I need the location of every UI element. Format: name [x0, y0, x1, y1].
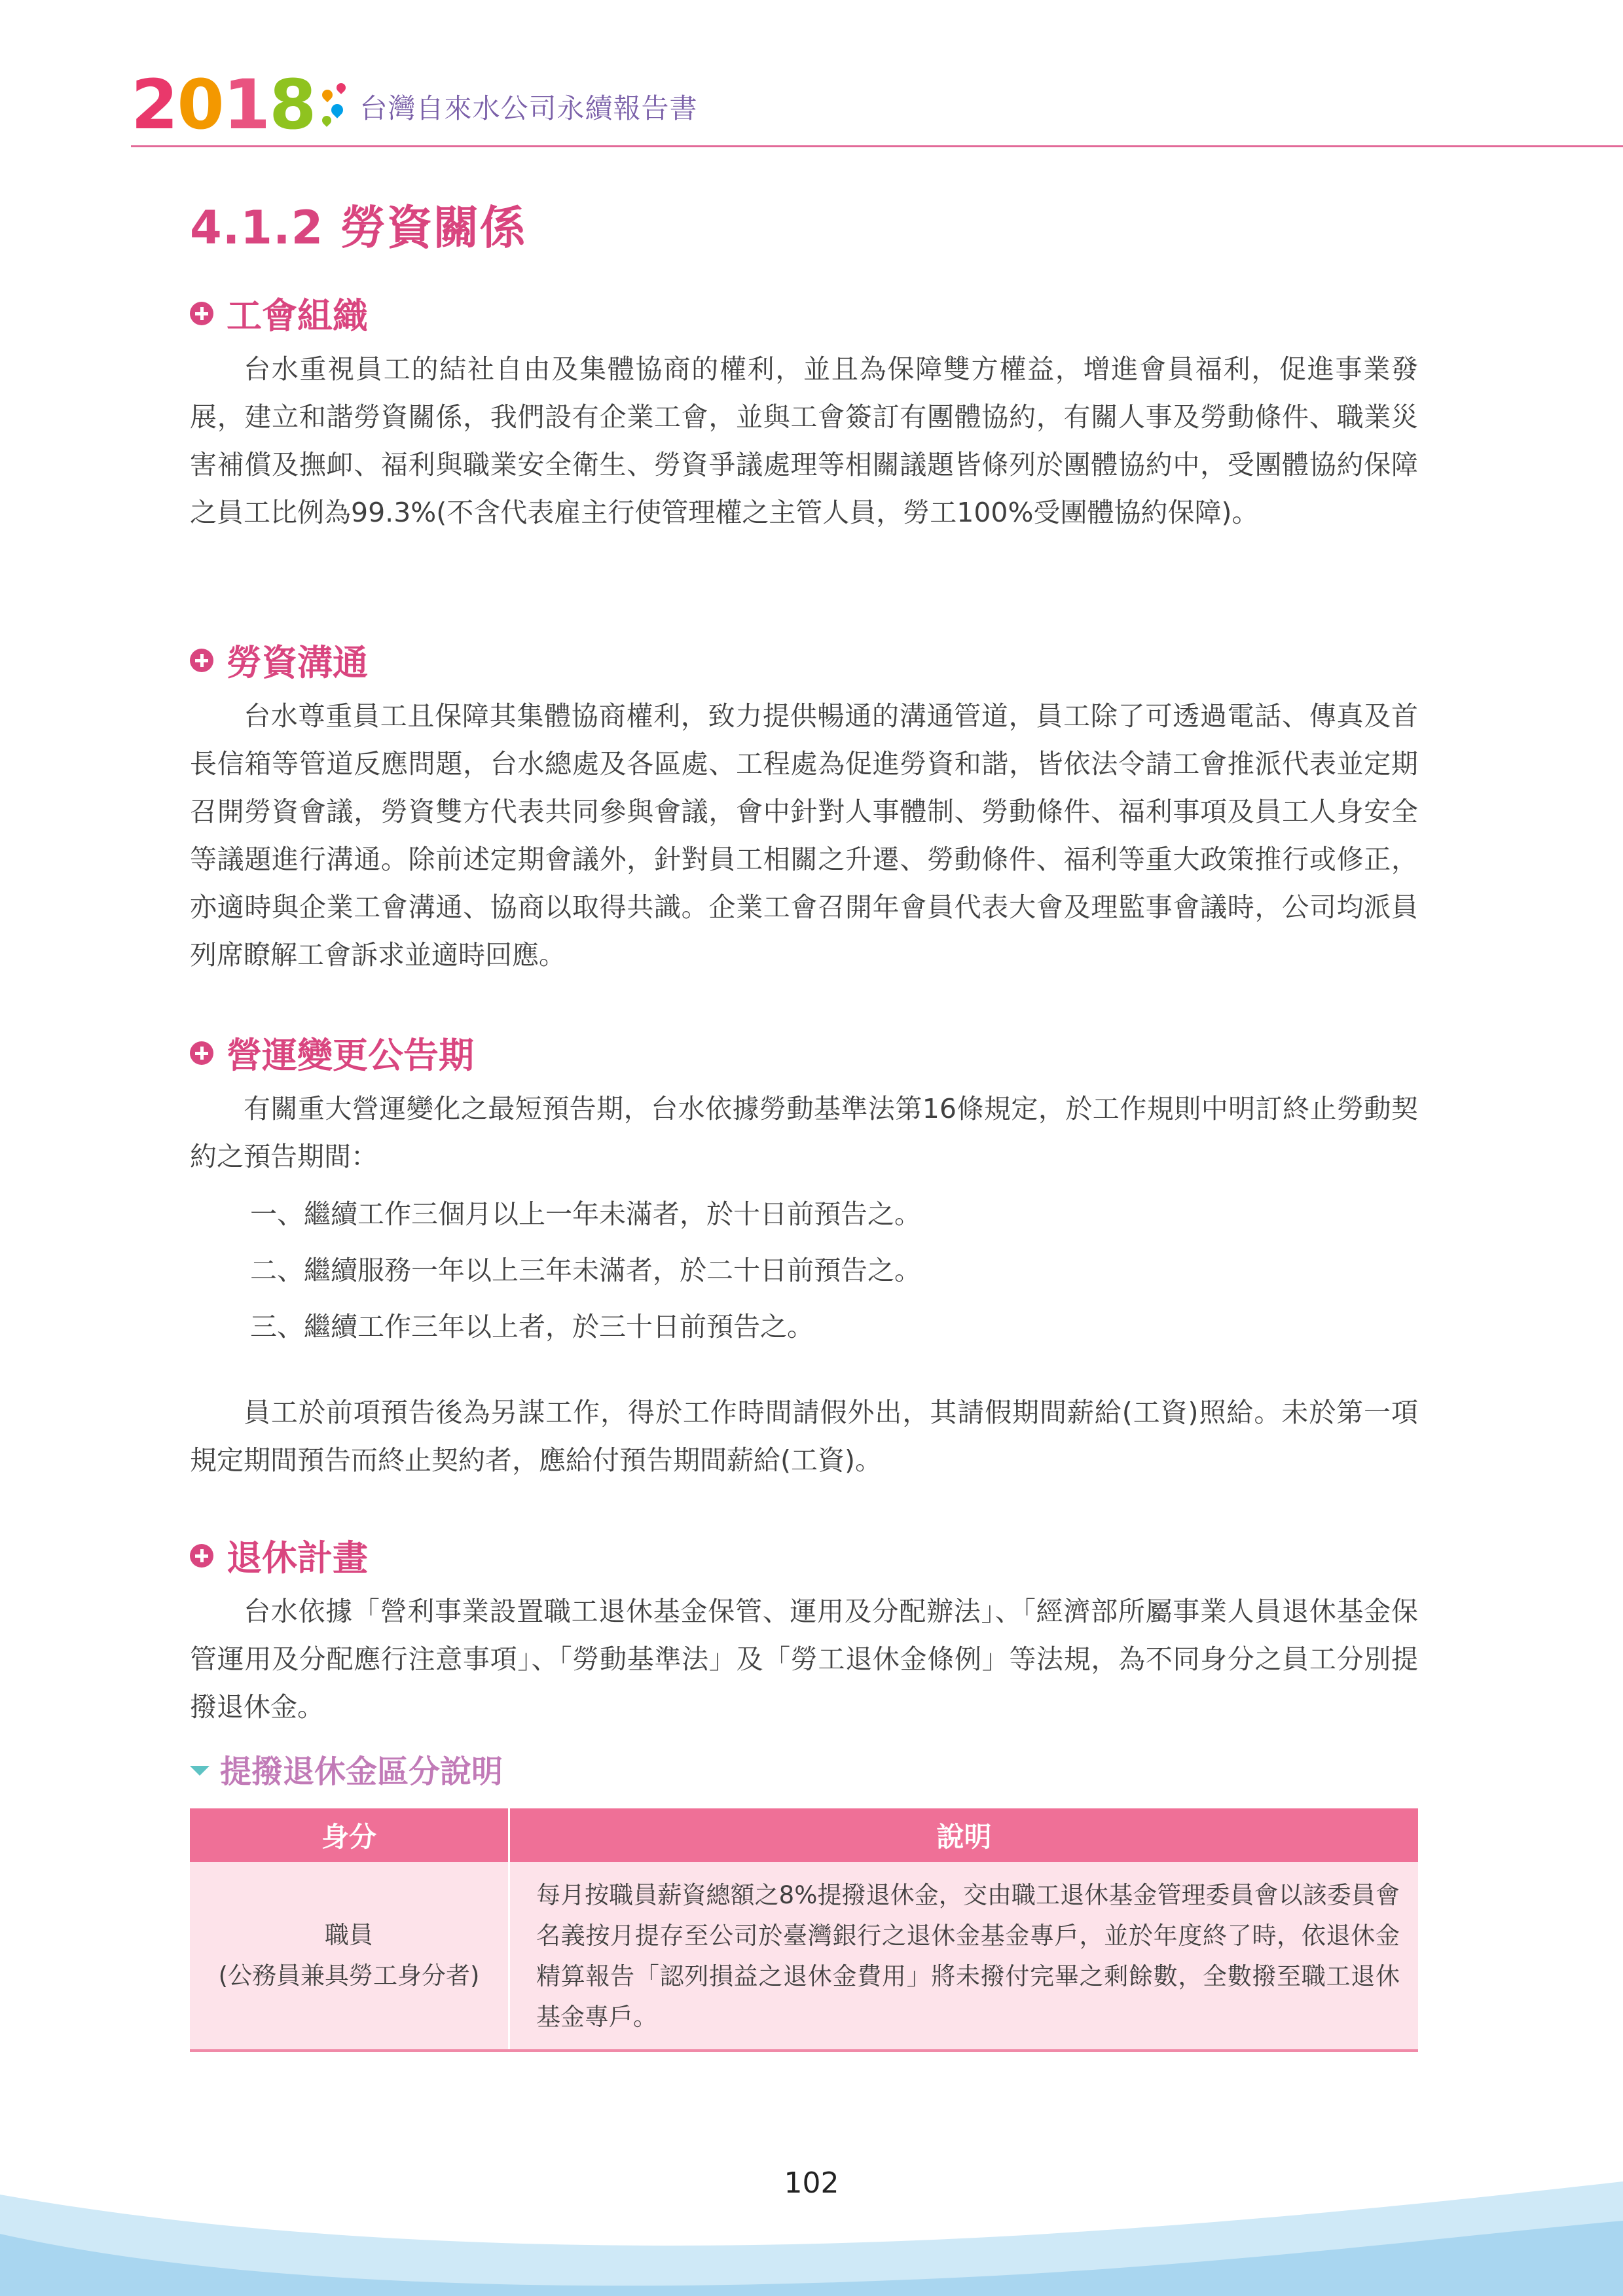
union-heading — [190, 288, 368, 338]
plus-circle-icon — [190, 649, 213, 672]
plus-circle-icon — [190, 302, 213, 325]
report-title: 台灣自來水公司永續報告書 — [359, 92, 698, 124]
identity-line: 職員 — [325, 1921, 373, 1949]
communication-paragraph: 台水尊重員工且保障其集體協商權利，致力提供暢通的溝通管道，員工除了可透過電話、傳真及首長信箱等管道反應問題，台水總處及各區處、工程處為促進勞資和諧，皆依法令請工會推派代表並定期召開勞資會議，勞資雙方代表共同參與會議，會中針對人事體制、勞動條件、福利事項及員工人身安全等議題進行溝通。除前述定期會議外，針對員工相關之升遷、勞動條件、福利等重大政策推行或修正，亦適時與企業工會溝通、協商以取得共識。企業工會召開年會員代表大會及理監事會議時，公司均派員列席瞭解工會訴求並適時回應。 — [190, 700, 1418, 971]
table-caption-text: 提撥退休金區分說明 — [220, 1753, 503, 1790]
table-row — [190, 1862, 1418, 2051]
section-title: 4.1.2 勞資關係 — [190, 201, 526, 255]
retirement-heading-text: 退休計畫 — [227, 1537, 368, 1579]
union-paragraph: 台水重視員工的結社自由及集體協商的權利，並且為保障雙方權益，增進會員福利，促進事業發展，建立和諧勞資關係，我們設有企業工會，並與工會簽訂有團體協約，有關人事及勞動條件、職業災害補償及撫卹、福利與職業安全衛生、勞資爭議處理等相關議題皆條列於團體協約中，受團體協約保障之員工比例為99.3%(不含代表雇主行使管理權之主管人員，勞工100%受團體協約保障)。 — [190, 353, 1418, 528]
notice-paragraph: 有關重大營運變化之最短預告期，台水依據勞動基準法第16條規定，於工作規則中明訂終止勞動契約之預告期間： — [190, 1093, 1418, 1172]
table-caption — [190, 1746, 503, 1791]
year-digit: 8 — [269, 65, 316, 145]
retirement-heading — [190, 1530, 368, 1581]
plus-circle-icon — [190, 1544, 213, 1568]
column-header-description: 說明 — [509, 1808, 1419, 1862]
retirement-paragraph: 台水依據「營利事業設置職工退休基金保管、運用及分配辦法」、「經濟部所屬事業人員退休基金保管運用及分配應行注意事項」、「勞動基準法」及「勞工退休金條例」等法規，為不同身分之員工分別提撥退休金。 — [190, 1596, 1418, 1723]
header-divider — [131, 145, 1623, 147]
year-digit: 1 — [223, 65, 270, 145]
communication-heading — [190, 635, 368, 685]
list-item: 一、繼續工作三個月以上一年未滿者，於十日前預告之。 — [250, 1198, 921, 1230]
notice-heading — [190, 1028, 474, 1078]
list-item: 三、繼續工作三年以上者，於三十日前預告之。 — [250, 1311, 814, 1342]
column-header-identity: 身分 — [190, 1808, 509, 1862]
notice-list — [190, 1186, 1418, 1355]
notice-paragraph-2: 員工於前項預告後為另謀工作，得於工作時間請假外出，其請假期間薪給(工資)照給。未於第一項規定期間預告而終止契約者，應給付預告期間薪給(工資)。 — [190, 1397, 1418, 1476]
year-digit: 0 — [177, 65, 223, 145]
union-heading-text: 工會組織 — [227, 295, 368, 336]
page-number: 102 — [784, 2166, 839, 2200]
footer-wave-decoration — [0, 2155, 1623, 2296]
water-drops-icon — [318, 75, 356, 134]
notice-heading-text: 營運變更公告期 — [227, 1035, 474, 1076]
retirement-table — [190, 1808, 1418, 2052]
list-item: 二、繼續服務一年以上三年未滿者，於二十日前預告之。 — [250, 1255, 921, 1286]
communication-heading-text: 勞資溝通 — [227, 642, 368, 683]
triangle-down-icon — [190, 1766, 210, 1776]
identity-cell — [190, 1862, 509, 2051]
year-logo — [131, 65, 316, 145]
description-cell: 每月按職員薪資總額之8%提撥退休金，交由職工退休基金管理委員會以該委員會名義按月提存至公司於臺灣銀行之退休金基金專戶，並於年度終了時，依退休金精算報告「認列損益之退休金費用」將未撥付完畢之剩餘數，全數撥至職工退休基金專戶。 — [509, 1862, 1419, 2051]
plus-circle-icon — [190, 1041, 213, 1065]
report-header — [131, 65, 698, 145]
table-header-row — [190, 1808, 1418, 1862]
year-digit: 2 — [131, 65, 177, 145]
identity-line: (公務員兼具勞工身分者) — [218, 1962, 480, 1990]
